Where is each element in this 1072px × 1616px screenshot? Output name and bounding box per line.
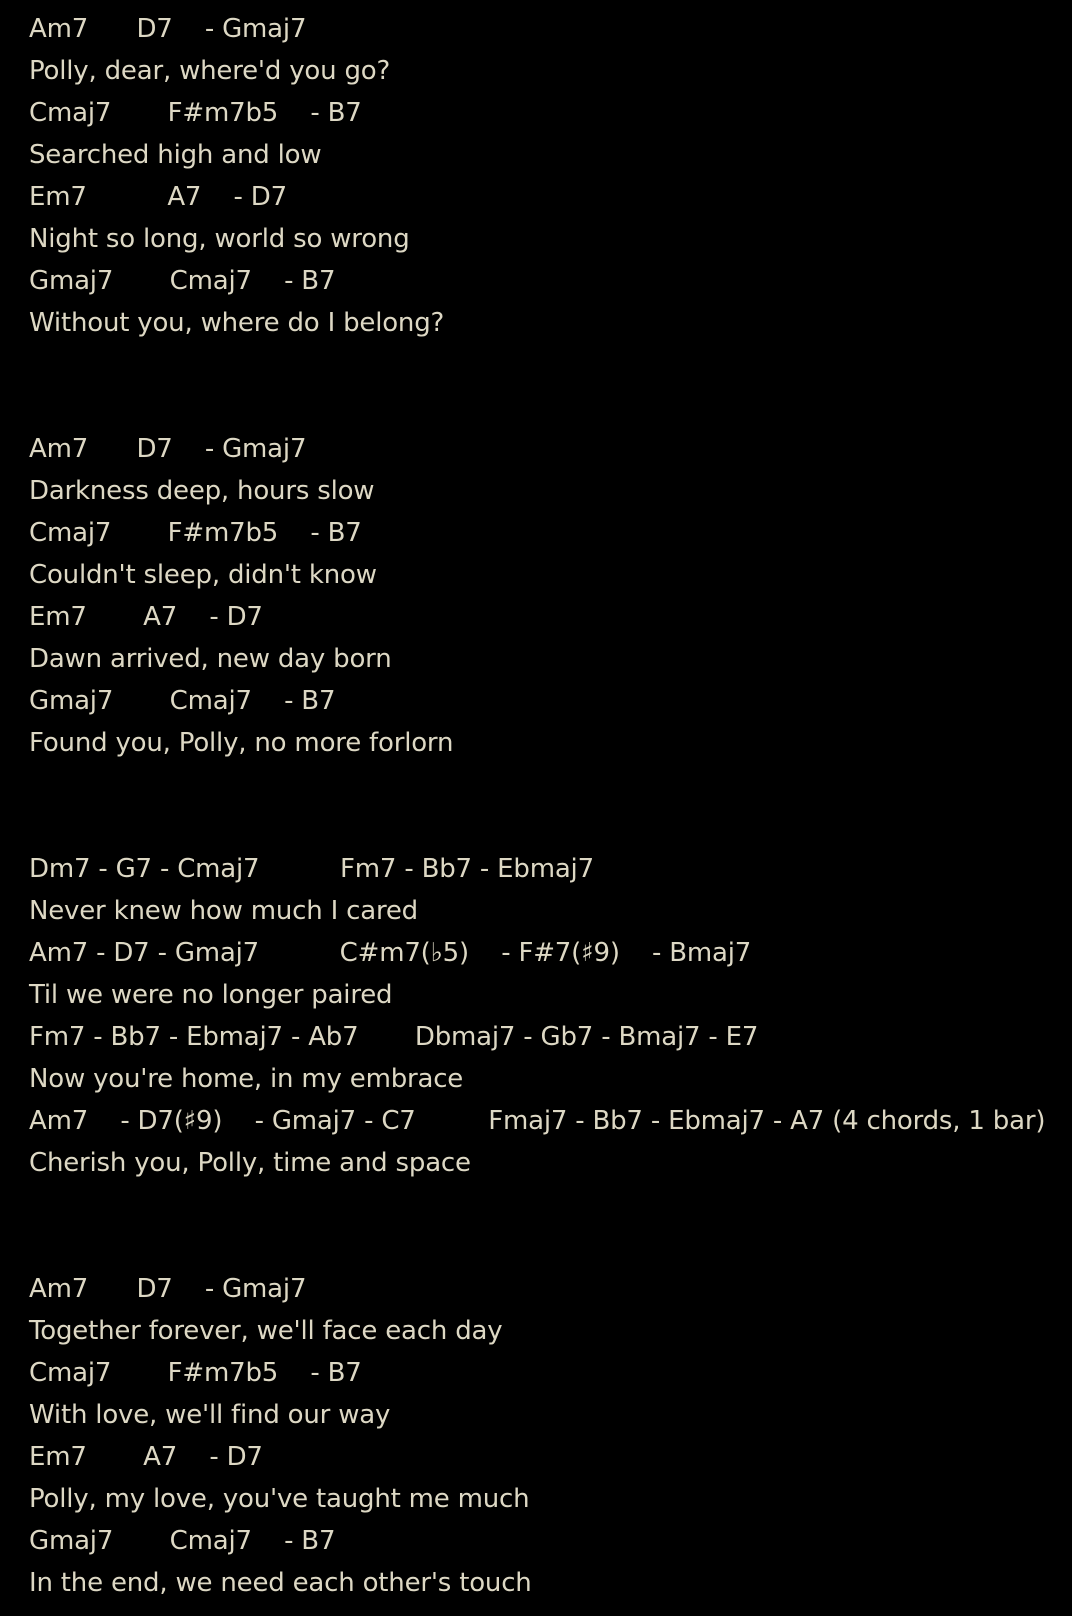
chord-line: Em7 A7 - D7 (29, 602, 263, 632)
lyric-line: Never knew how much I cared (29, 896, 418, 926)
lyric-line: Dawn arrived, new day born (29, 644, 392, 674)
lyric-line: Found you, Polly, no more forlorn (29, 728, 454, 758)
stanza-spacer (29, 1184, 1069, 1268)
lyric-line: Now you're home, in my embrace (29, 1064, 464, 1094)
chord-line: Cmaj7 F#m7b5 - B7 (29, 1358, 362, 1388)
lyric-line: Searched high and low (29, 140, 322, 170)
lyric-line: Couldn't sleep, didn't know (29, 560, 377, 590)
lyric-line: In the end, we need each other's touch (29, 1568, 532, 1598)
verse-1 (29, 8, 1069, 344)
chord-line: Dm7 - G7 - Cmaj7 Fm7 - Bb7 - Ebmaj7 (29, 854, 594, 884)
lyric-line: Night so long, world so wrong (29, 224, 410, 254)
chord-line: Gmaj7 Cmaj7 - B7 (29, 1526, 336, 1556)
stanza-spacer (29, 764, 1069, 848)
chord-line: Am7 D7 - Gmaj7 (29, 434, 307, 464)
verse-2 (29, 428, 1069, 764)
chord-line: Am7 D7 - Gmaj7 (29, 1274, 307, 1304)
chord-line: Em7 A7 - D7 (29, 1442, 263, 1472)
chord-line: Cmaj7 F#m7b5 - B7 (29, 518, 362, 548)
chord-line: Gmaj7 Cmaj7 - B7 (29, 266, 336, 296)
lyric-line: Darkness deep, hours slow (29, 476, 375, 506)
chord-line: Em7 A7 - D7 (29, 182, 287, 212)
lyric-line: Til we were no longer paired (29, 980, 393, 1010)
lyric-line: Cherish you, Polly, time and space (29, 1148, 471, 1178)
lyric-line: Polly, dear, where'd you go? (29, 56, 391, 86)
chord-line: Cmaj7 F#m7b5 - B7 (29, 98, 362, 128)
lyric-line: With love, we'll find our way (29, 1400, 391, 1430)
stanza-spacer (29, 344, 1069, 428)
lyric-line: Together forever, we'll face each day (29, 1316, 503, 1346)
chord-line: Am7 - D7(♯9) - Gmaj7 - C7 Fmaj7 - Bb7 - Ebmaj7 - A7 (4 chords, 1 bar) (29, 1106, 1046, 1136)
lead-sheet (29, 8, 1069, 1604)
lyric-line: Without you, where do I belong? (29, 308, 445, 338)
chord-line: Am7 - D7 - Gmaj7 C#m7(♭5) - F#7(♯9) - Bmaj7 (29, 938, 752, 968)
chord-line: Gmaj7 Cmaj7 - B7 (29, 686, 336, 716)
chord-line: Am7 D7 - Gmaj7 (29, 14, 307, 44)
verse-3 (29, 1268, 1069, 1604)
chord-line: Fm7 - Bb7 - Ebmaj7 - Ab7 Dbmaj7 - Gb7 - Bmaj7 - E7 (29, 1022, 759, 1052)
lyric-line: Polly, my love, you've taught me much (29, 1484, 530, 1514)
bridge (29, 848, 1069, 1184)
